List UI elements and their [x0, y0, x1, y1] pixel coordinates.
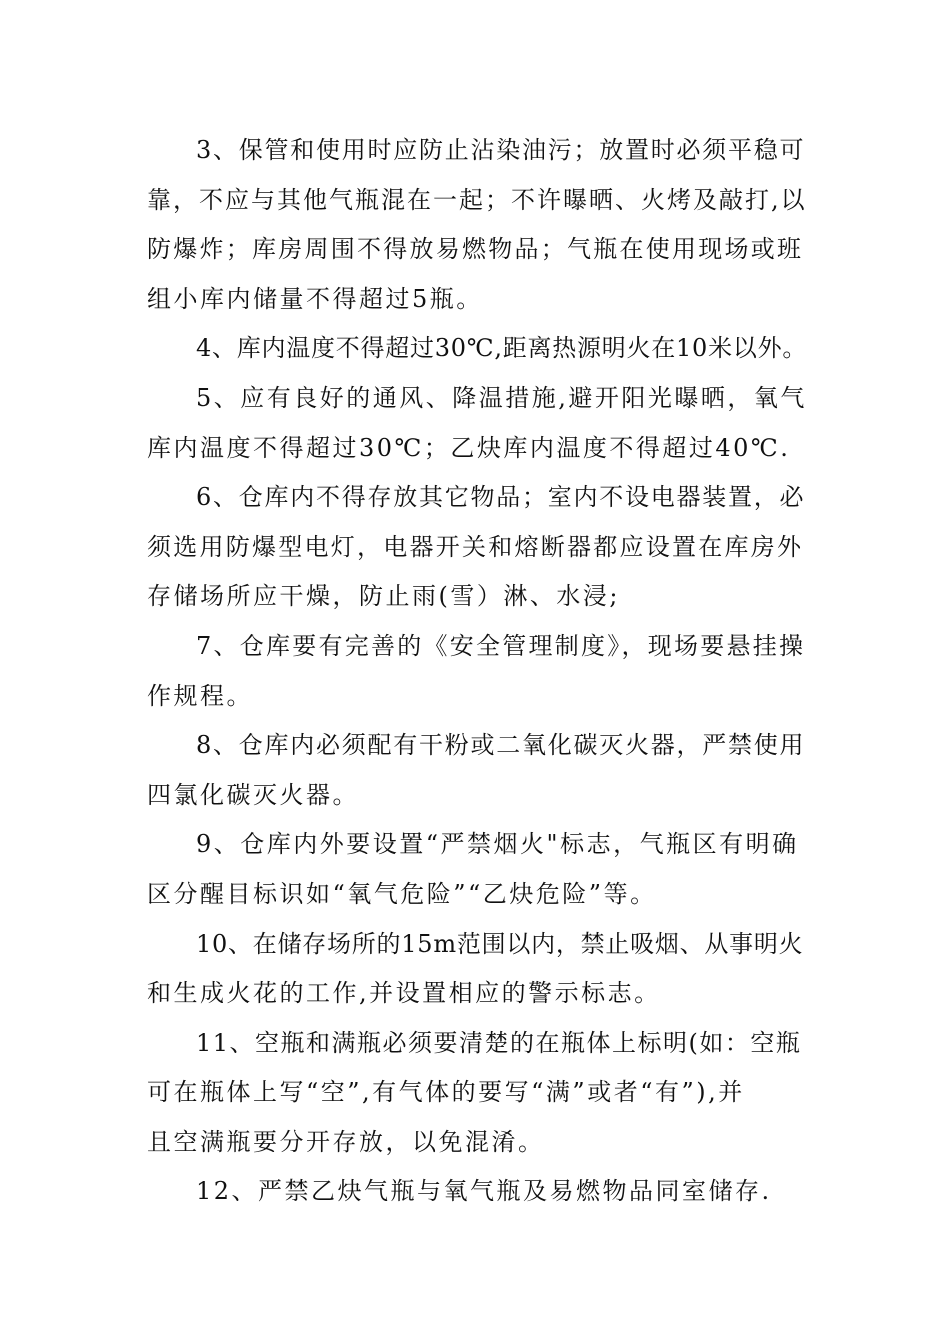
paragraph-line: 10、在储存场所的15m范围以内，禁止吸烟、从事明火: [196, 929, 804, 958]
paragraph-line: 可在瓶体上写“空”,有气体的要写“满”或者“有”),并: [147, 1078, 745, 1107]
paragraph-line: 5、应有良好的通风、降温措施,避开阳光曝晒，氧气: [196, 383, 807, 412]
paragraph-line: 作规程。: [147, 681, 253, 710]
paragraph-line: 6、仓库内不得存放其它物品；室内不设电器装置，必: [196, 483, 806, 512]
paragraph-line: 四氯化碳灭火器。: [147, 780, 359, 809]
paragraph-line: 3、保管和使用时应防止沾染油污；放置时必须平稳可: [196, 136, 806, 164]
paragraph-line: 11、空瓶和满瓶必须要清楚的在瓶体上标明(如：空瓶: [196, 1028, 802, 1057]
paragraph-11: [147, 1019, 807, 1168]
paragraph-line: 4、库内温度不得超过30℃,距离热源明火在10米以外。: [196, 334, 808, 363]
paragraph-9: [147, 820, 807, 919]
paragraph-line: 9、仓库内外要设置“严禁烟火"标志，气瓶区有明确: [196, 830, 799, 859]
paragraph-line: 且空满瓶要分开存放，以免混淆。: [147, 1127, 545, 1156]
paragraph-4: [147, 324, 807, 374]
document-body: [147, 126, 807, 1217]
paragraph-8: [147, 721, 807, 820]
paragraph-line: 靠，不应与其他气瓶混在一起；不许曝晒、火烤及敲打,以: [147, 185, 807, 214]
paragraph-line: 和生成火花的工作,并设置相应的警示标志。: [147, 979, 661, 1008]
paragraph-7: [147, 622, 807, 721]
paragraph-line: 8、仓库内必须配有干粉或二氧化碳灭火器，严禁使用: [196, 731, 806, 760]
paragraph-12: [147, 1167, 807, 1217]
paragraph-5: [147, 374, 807, 473]
paragraph-line: 12、严禁乙炔气瓶与氧气瓶及易燃物品同室储存.: [196, 1177, 772, 1206]
paragraph-line: 库内温度不得超过30℃；乙炔库内温度不得超过40℃.: [147, 433, 791, 462]
paragraph-line: 存储场所应干燥，防止雨(雪）淋、水浸;: [147, 582, 620, 611]
paragraph-10: [147, 920, 807, 1019]
paragraph-line: 组小库内储量不得超过5瓶。: [147, 284, 483, 313]
paragraph-3: [147, 126, 807, 324]
paragraph-line: 7、仓库要有完善的《安全管理制度》，现场要悬挂操: [196, 631, 806, 660]
paragraph-6: [147, 473, 807, 622]
paragraph-line: 防爆炸；库房周围不得放易燃物品；气瓶在使用现场或班: [147, 235, 804, 264]
paragraph-line: 区分醒目标识如“氧气危险”“乙炔危险”等。: [147, 879, 657, 908]
paragraph-line: 须选用防爆型电灯，电器开关和熔断器都应设置在库房外: [147, 532, 804, 561]
